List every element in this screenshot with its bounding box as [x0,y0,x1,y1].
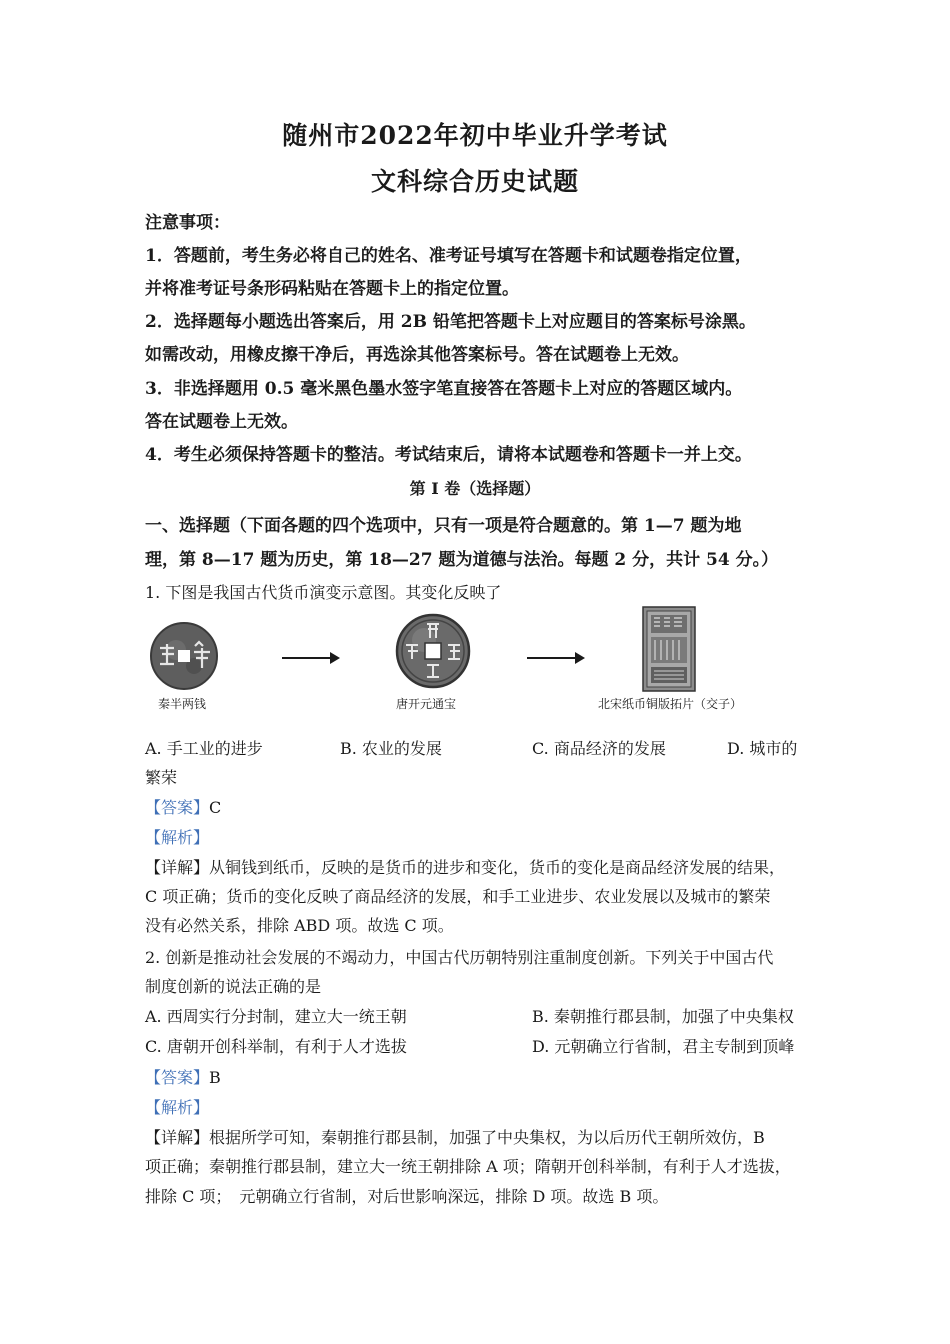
notice-line: 3．非选择题用 0.5 毫米黑色墨水签字笔直接答在答题卡上对应的答题区域内。 [145,379,743,399]
exam-subtitle: 文科综合历史试题 [370,167,579,196]
tang-kaiyuan-coin-image [394,612,472,690]
detail-text: 根据所学可知，秦朝推行郡县制，加强了中央集权，为以后历代王朝所效仿，B [209,1128,765,1147]
q2-detail-line: 排除 C 项； 元朝确立行省制，对后世影响深远，排除 D 项。故选 B 项。 [145,1187,669,1206]
q1-detail-line: 没有必然关系，排除 ABD 项。故选 C 项。 [145,916,454,935]
answer-value: C [209,798,222,817]
arrow-right-icon [527,657,583,659]
notice-line: 答在试题卷上无效。 [145,412,298,432]
q1-option-c: C. 商品经济的发展 [532,739,666,758]
q2-option-a: A. 西周实行分封制，建立大一统王朝 [145,1007,407,1026]
volume-heading: 第 I 卷（选择题） [409,479,541,498]
answer-label: 【答案】 [145,798,210,817]
answer-value: B [209,1068,221,1087]
detail-label: 【详解】 [145,858,210,877]
question-2-stem: 2. 创新是推动社会发展的不竭动力，中国古代历朝特别注重制度创新。下列关于中国古代 [145,948,774,967]
q2-answer [145,1065,825,1088]
arrow-right-icon [282,657,338,659]
song-jiaozi-rubbing-image [642,606,696,692]
notice-line: 并将准考证号条形码粘贴在答题卡上的指定位置。 [145,279,519,299]
coin-caption: 秦半两钱 [158,697,207,711]
q1-option-b: B. 农业的发展 [340,739,442,758]
q2-detail [145,1125,825,1148]
exam-title: 随州市2022年初中毕业升学考试 [282,121,668,150]
q1-option-d-continued: 繁荣 [145,768,178,787]
notice-line: 如需改动，用橡皮擦干净后，再选涂其他答案标号。答在试题卷上无效。 [145,345,689,365]
q2-option-d: D. 元朝确立行省制，君主专制到顶峰 [532,1037,795,1056]
q1-answer [145,795,825,818]
question-2-stem: 制度创新的说法正确的是 [145,977,322,996]
q1-analysis-label: 【解析】 [145,828,210,847]
detail-text: 从铜钱到纸币，反映的是货币的进步和变化，货币的变化是商品经济发展的结果， [209,858,786,877]
q2-option-c: C. 唐朝开创科举制，有利于人才选拔 [145,1037,407,1056]
answer-label: 【答案】 [145,1068,210,1087]
q2-option-b: B. 秦朝推行郡县制，加强了中央集权 [532,1007,794,1026]
q1-option-a: A. 手工业的进步 [145,739,263,758]
q2-detail-line: 项正确；秦朝推行郡县制，建立大一统王朝排除 A 项；隋朝开创科举制，有利于人才选拔， [145,1157,791,1176]
qin-banliang-coin-image [148,620,220,692]
q2-analysis-label: 【解析】 [145,1098,210,1117]
q1-detail-line: C 项正确；货币的变化反映了商品经济的发展，和手工业进步、农业发展以及城市的繁荣 [145,887,771,906]
section-heading: 理，第 8—17 题为历史，第 18—27 题为道德与法治。每题 2 分，共计 54 分。） [145,550,779,570]
notice-line: 2．选择题每小题选出答案后，用 2B 铅笔把答题卡上对应题目的答案标号涂黑。 [145,312,756,332]
q1-detail [145,855,825,878]
notice-line: 4．考生必须保持答题卡的整洁。考试结束后，请将本试题卷和答题卡一并上交。 [145,445,752,465]
notice-line: 1．答题前，考生务必将自己的姓名、准考证号填写在答题卡和试题卷指定位置， [145,246,752,266]
q1-option-d: D. 城市的 [727,739,798,758]
coin-caption: 北宋纸币铜版拓片（交子） [598,697,743,711]
question-1-stem: 1. 下图是我国古代货币演变示意图。其变化反映了 [145,583,502,602]
section-heading: 一、选择题（下面各题的四个选项中，只有一项是符合题意的。第 1—7 题为地 [145,516,742,536]
detail-label: 【详解】 [145,1128,210,1147]
coin-caption: 唐开元通宝 [396,697,457,711]
notice-heading: 注意事项： [145,213,230,233]
